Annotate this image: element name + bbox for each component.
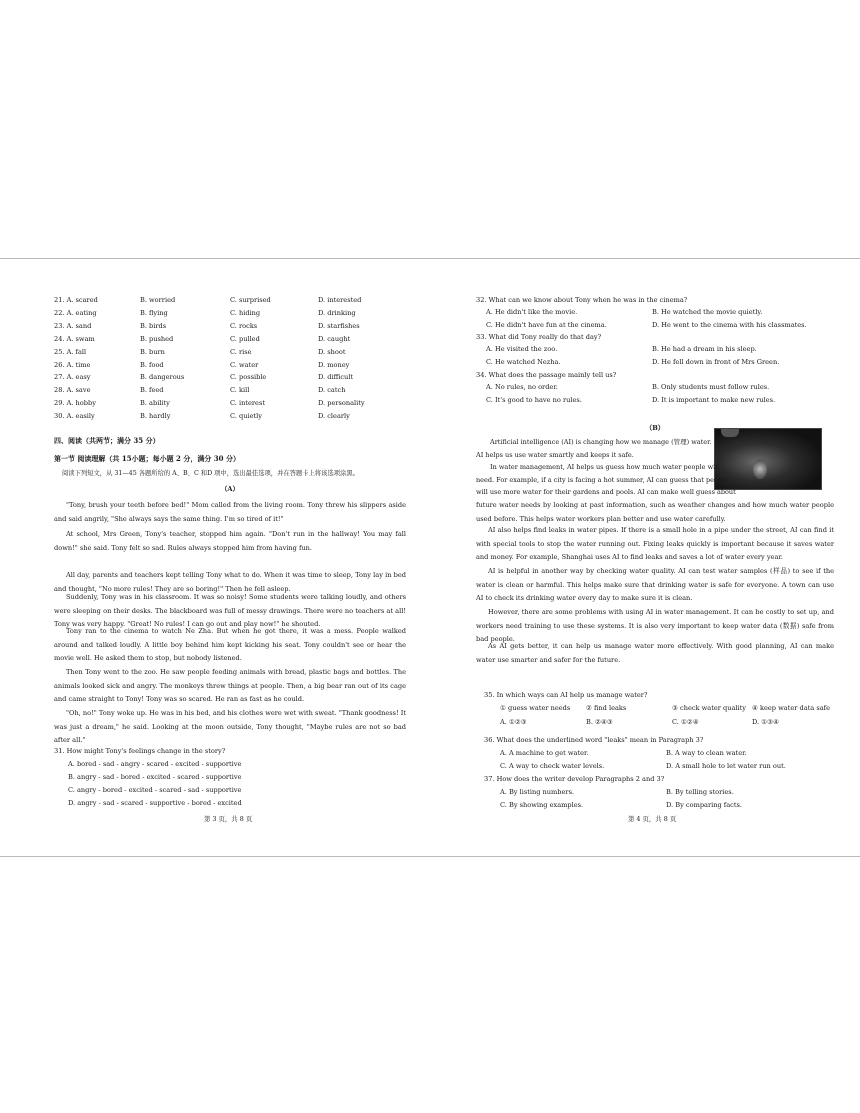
choice-item: ④ keep water data safe	[752, 704, 830, 712]
cloze-option: C. quietly	[230, 412, 262, 421]
answer-option: D. A small hole to let water run out.	[666, 762, 786, 770]
cloze-option: B. hardly	[140, 412, 171, 421]
answer-option: D. He went to the cinema with his classmates.	[652, 321, 807, 329]
question-stem: 34. What does the passage mainly tell us?	[476, 371, 617, 379]
answer-option: C. angry - bored - excited - scared - sad - supportive	[68, 786, 242, 794]
choice-item: ② find leaks	[586, 704, 627, 712]
cloze-option: C. water	[230, 360, 259, 369]
cloze-option: B. pushed	[140, 334, 174, 343]
answer-option: C. A way to check water levels.	[500, 762, 605, 770]
cloze-option: B. dangerous	[140, 373, 185, 382]
paragraph-text: AI is helpful in another way by checking water quality. AI can test water samples (样品) to see if the water is clean or harmful. This helps make sure that drinking water is safe for everyone. A town can use AI to check its drinking water every day to make sure it is clean.	[476, 567, 834, 602]
cloze-option: 29. A. hobby	[54, 399, 96, 408]
cloze-option: 25. A. fall	[54, 347, 87, 356]
passage-b-paragraph	[476, 499, 834, 526]
cloze-option: 27. A. easy	[54, 373, 91, 382]
question-stem: 35. In which ways can AI help us manage water?	[484, 691, 648, 699]
question-stem: 33. What did Tony really do that day?	[476, 333, 602, 341]
question-stem: 36. What does the underlined word "leaks" mean in Paragraph 3?	[484, 736, 704, 744]
answer-option: B. He had a dream in his sleep.	[652, 345, 757, 353]
cloze-option: C. rocks	[230, 321, 258, 330]
page-footer-left: 第 3 页，共 8 页	[204, 815, 253, 823]
answer-option: A. A machine to get water.	[500, 749, 589, 757]
answer-option: A. bored - sad - angry - scared - excited - supportive	[68, 760, 242, 768]
passage-a-paragraph	[54, 666, 406, 707]
paragraph-text: future water needs by looking at past information, such as weather changes and how much water people used before. This helps water workers plan better and use water carefully.	[476, 501, 834, 523]
cloze-option: D. drinking	[318, 308, 356, 317]
passage-a-paragraph	[54, 499, 406, 526]
answer-option: B. By telling stories.	[666, 788, 734, 796]
cloze-option: B. food	[140, 360, 164, 369]
page-footer-right: 第 4 页，共 8 页	[628, 815, 677, 823]
cloze-option: D. difficult	[318, 373, 354, 382]
paragraph-text: Suddenly, Tony was in his classroom. It was so noisy! Some students were talking loudly, and others were sleeping on their desks. The blackboard was full of messy drawings. There were no teachers at all! Tony was very happy. "Great! No rules! I can go out and play now!" he shouted.	[54, 593, 406, 628]
passage-a-label: （A）	[220, 485, 240, 493]
cloze-option: 28. A. save	[54, 386, 91, 395]
passage-b-label: （B）	[645, 424, 665, 432]
paragraph-text: Then Tony went to the zoo. He saw people feeding animals with bread, plastic bags and bottles. The animals looked sick and angry. The monkeys threw things at people. Then, a big bear ran out of its cage and came straight to Tony! Tony was so scared. He ran as fast as he could.	[54, 668, 406, 703]
answer-option: D. angry - sad - scared - supportive - bored - excited	[68, 799, 242, 807]
cloze-option: 24. A. swam	[54, 334, 95, 343]
paragraph-text: However, there are some problems with using AI in water management. It can be costly to set up, and workers need training to use these systems. It is also very important to keep water data (数据) safe from bad people.	[476, 608, 834, 643]
cloze-option: D. starfishes	[318, 321, 360, 330]
cloze-option: D. money	[318, 360, 350, 369]
scan-edge-top	[0, 258, 860, 259]
answer-option: C. He didn't have fun at the cinema.	[486, 321, 607, 329]
answer-option: C. ①②④	[672, 718, 699, 726]
cloze-option: C. hiding	[230, 308, 261, 317]
cloze-option: 26. A. time	[54, 360, 91, 369]
answer-option: D. ①③④	[752, 718, 779, 726]
cloze-option: B. birds	[140, 321, 167, 330]
paragraph-text: All day, parents and teachers kept telling Tony what to do. When it was time to sleep, Tony lay in bed and thought, "No more rules! They are so boring!" Then he fell asleep.	[54, 571, 406, 593]
cloze-option: B. burn	[140, 347, 165, 356]
passage-b-line: AI helps us use water smartly and keeps it safe.	[476, 450, 634, 459]
faucet-water-photo	[714, 428, 822, 490]
passage-b-line: need. For example, if a city is facing a hot summer, AI can guess that people	[476, 475, 728, 484]
answer-option: B. Only students must follow rules.	[652, 383, 770, 391]
paragraph-text: As AI gets better, it can help us manage water more effectively. With good planning, AI can make water use smarter and safer for the future.	[476, 642, 834, 664]
cloze-option: C. pulled	[230, 334, 260, 343]
scan-edge-bottom	[0, 856, 860, 857]
subsection-title: 第一节 阅读理解（共 15小题；每小题 2 分，满分 30 分）	[54, 454, 240, 463]
cloze-option: C. rise	[230, 347, 252, 356]
faucet-spout	[721, 429, 739, 437]
cloze-option: B. ability	[140, 399, 170, 408]
cloze-option: 30. A. easily	[54, 412, 95, 421]
answer-option: A. By listing numbers.	[500, 788, 575, 796]
choice-item: ① guess water needs	[500, 704, 571, 712]
answer-option: B. He watched the movie quietly.	[652, 308, 763, 316]
cloze-option: D. catch	[318, 386, 346, 395]
cloze-option: D. shoot	[318, 347, 346, 356]
answer-option: A. He visited the zoo.	[486, 345, 558, 353]
passage-b-line: In water management, AI helps us guess how much water people will	[490, 463, 720, 471]
answer-option: A. He didn't like the movie.	[486, 308, 578, 316]
answer-option: D. By comparing facts.	[666, 801, 742, 809]
paragraph-text: Tony ran to the cinema to watch Ne Zha. But when he got there, it was a mess. People walked around and talked loudly. A little boy behind him kept kicking his seat. Tony couldn't see or hear the movie well. He asked them to stop, but nobody listened.	[54, 627, 406, 662]
answer-option: D. He fell down in front of Mrs Green.	[652, 358, 780, 366]
question-stem: 32. What can we know about Tony when he was in the cinema?	[476, 296, 688, 304]
passage-a-paragraph	[54, 625, 406, 666]
answer-option: B. A way to clean water.	[666, 749, 747, 757]
paragraph-text: AI also helps find leaks in water pipes. If there is a small hole in a pipe under the street, AI can find it with special tools to stop the water running out. Fixing leaks quickly is important because it saves water and money. For example, Shanghai uses AI to find leaks and saves a lot of water every year.	[476, 526, 834, 561]
cloze-option: 22. A. eating	[54, 308, 97, 317]
cloze-option: C. possible	[230, 373, 267, 382]
answer-option: A. No rules, no order.	[486, 383, 558, 391]
question-stem: 31. How might Tony's feelings change in the story?	[54, 747, 226, 755]
cloze-option: C. interest	[230, 399, 265, 408]
passage-b-line: will use more water for their gardens and pools. AI can make well guess about	[476, 488, 736, 496]
answer-option: C. He watched Nezha.	[486, 358, 561, 366]
cloze-option: D. clearly	[318, 412, 350, 421]
paragraph-text: At school, Mrs Green, Tony's teacher, stopped him again. "Don't run in the hallway! You may fall down!" she said. Tony felt so sad. Rules always stopped him from having fun.	[54, 530, 406, 552]
passage-b-line: Artificial intelligence (AI) is changing how we manage (管理) water.	[490, 438, 712, 446]
cloze-option: B. feed	[140, 386, 164, 395]
paragraph-text: "Tony, brush your teeth before bed!" Mom called from the living room. Tony threw his slippers aside and said angrily, "She always says the same thing. I'm so tired of it!"	[54, 501, 406, 523]
passage-a-paragraph	[54, 528, 406, 555]
cloze-option: B. worried	[140, 296, 176, 304]
cloze-option: C. kill	[230, 386, 250, 395]
answer-option: D. It is important to make new rules.	[652, 396, 776, 404]
cloze-option: D. caught	[318, 334, 351, 343]
passage-b-paragraph	[476, 565, 834, 606]
right-page	[476, 288, 834, 828]
cloze-option: D. interested	[318, 296, 362, 304]
cloze-option: D. personality	[318, 399, 365, 408]
answer-option: B. ②④③	[586, 718, 613, 726]
answer-option: C. By showing examples.	[500, 801, 584, 809]
answer-option: B. angry - sad - bored - excited - scared - supportive	[68, 773, 242, 781]
passage-b-paragraph	[476, 640, 834, 667]
cloze-option: C. surprised	[230, 296, 271, 304]
cloze-option: 23. A. sand	[54, 321, 92, 330]
cloze-option: 21. A. scared	[54, 296, 98, 304]
question-stem: 37. How does the writer develop Paragraphs 2 and 3?	[484, 775, 665, 783]
instruction-text: 阅读下列短文，从 31—45 各题所给的 A、B、C 和D 项中，选出最佳选项，并在答题卡上将该选项涂黑。	[62, 470, 359, 477]
left-page	[54, 288, 406, 828]
cloze-option: B. flying	[140, 308, 168, 317]
section-title: 四、阅读（共两节；满分 35 分）	[54, 436, 160, 445]
passage-a-paragraph	[54, 707, 406, 748]
paragraph-text: "Oh, no!" Tony woke up. He was in his bed, and his clothes were wet with sweat. "Thank goodness! It was just a dream," he said. Looking at the moon outside, Tony thought, "Maybe rules are not so bad after all."	[54, 709, 406, 744]
choice-item: ③ check water quality	[672, 704, 746, 712]
water-drop	[753, 459, 767, 479]
passage-b-paragraph	[476, 524, 834, 565]
answer-option: C. It's good to have no rules.	[486, 396, 582, 404]
answer-option: A. ①②③	[500, 718, 527, 726]
